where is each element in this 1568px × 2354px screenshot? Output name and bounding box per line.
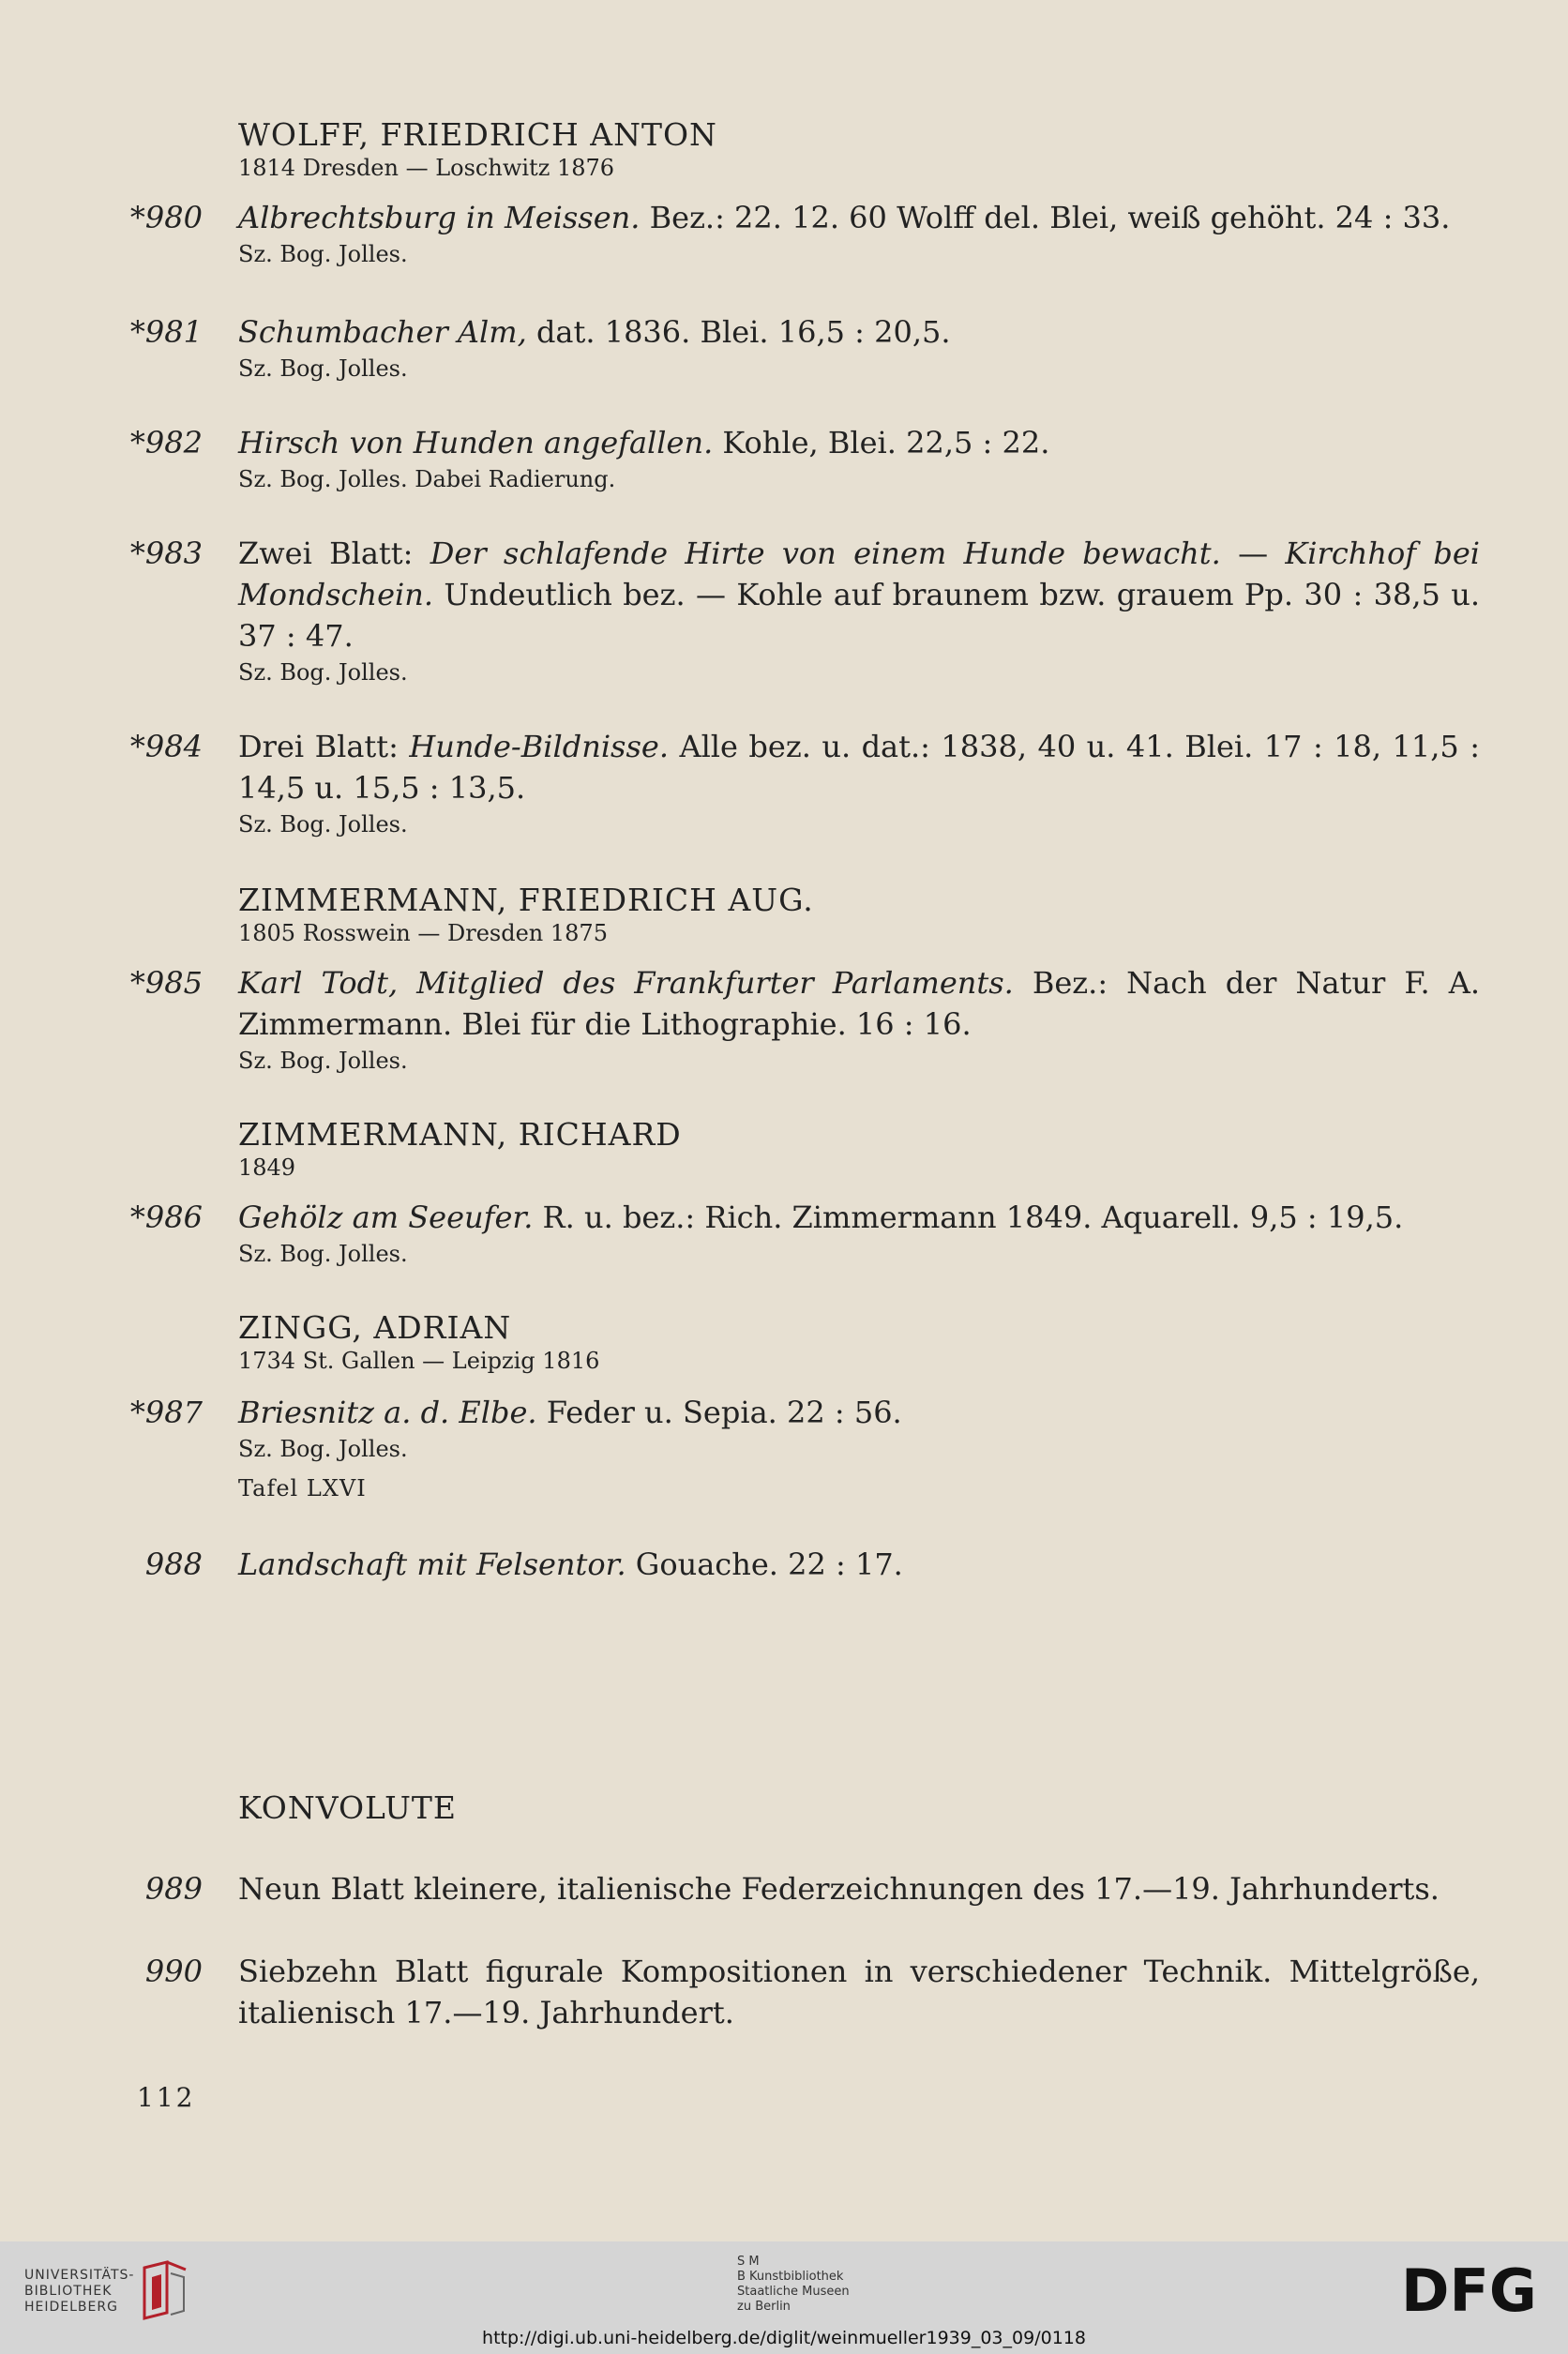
lot-number: *982 <box>129 425 203 460</box>
provenance: Sz. Bog. Jolles. <box>238 811 408 837</box>
lot-number: *980 <box>129 200 203 235</box>
artwork-details: Kohle, Blei. 22,5 : 22. <box>713 425 1050 460</box>
artwork-title: Der schlafende Hirte von einem Hunde bewacht. <box>430 536 1221 571</box>
library-logo-line: UNIVERSITÄTS- <box>24 2268 135 2283</box>
provenance: Sz. Bog. Jolles. <box>238 659 408 686</box>
artist-heading <box>238 1309 599 1375</box>
university-library-logo[interactable] <box>24 2268 134 2316</box>
lot-number: *986 <box>129 1200 203 1235</box>
artwork-title: Karl Todt, Mitglied des Frankfurter Parlaments. <box>238 965 1014 1001</box>
provenance: Sz. Bog. Jolles. <box>238 1436 408 1462</box>
artwork-details: Alle bez. u. dat.: 1838, 40 u. 41. Blei. 17 : 18, 11,5 : 14,5 u. 15,5 : 13,5. <box>238 729 1481 806</box>
dfg-logo-text: DFG <box>1401 2260 1537 2318</box>
artist-name: ZIMMERMANN, RICHARD <box>238 1116 682 1153</box>
library-logo-line: BIBLIOTHEK <box>24 2284 113 2299</box>
provenance: Sz. Bog. Jolles. Dabei Radierung. <box>238 466 616 492</box>
lot-number: 989 <box>144 1871 203 1907</box>
permalink-url[interactable]: http://digi.ub.uni-heidelberg.de/diglit/weinmueller1939_03_09/0118 <box>482 2328 1086 2348</box>
lot-number: 988 <box>144 1547 203 1582</box>
artwork-title: Briesnitz a. d. Elbe. <box>238 1395 537 1430</box>
lot-number: *987 <box>129 1395 203 1430</box>
artwork-title: Albrechtsburg in Meissen. <box>238 200 641 235</box>
lot-number: *983 <box>129 536 203 571</box>
lot-description <box>238 726 1480 840</box>
artwork-title: Landschaft mit Felsentor. <box>238 1547 626 1582</box>
lot-description <box>238 311 1480 385</box>
artwork-details: dat. 1836. Blei. 16,5 : 20,5. <box>526 314 951 350</box>
lot-description <box>238 1392 1480 1504</box>
digitization-footer <box>0 2241 1568 2354</box>
lot-number: *981 <box>129 314 203 350</box>
title-separator: — <box>1220 536 1286 571</box>
lot-description <box>238 962 1480 1077</box>
center-logo-line: Staatliche Museen <box>737 2285 850 2299</box>
artist-dates: 1814 Dresden — Loschwitz 1876 <box>238 155 615 181</box>
artist-name: WOLFF, FRIEDRICH ANTON <box>238 116 717 153</box>
provenance: Sz. Bog. Jolles. <box>238 355 408 382</box>
lot-number: *985 <box>129 965 203 1001</box>
dfg-logo-icon[interactable] <box>1401 2260 1544 2318</box>
provenance: Sz. Bog. Jolles. <box>238 1241 408 1267</box>
lot-number: *984 <box>129 729 203 764</box>
artwork-title-2: Kirchhof bei Mondschein. <box>238 536 1481 612</box>
artist-dates: 1805 Rosswein — Dresden 1875 <box>238 920 608 946</box>
page-number: 112 <box>137 2082 196 2113</box>
kunstbibliothek-logo[interactable] <box>737 2255 850 2315</box>
center-logo-line: zu Berlin <box>737 2300 791 2314</box>
artwork-details: Undeutlich bez. — Kohle auf braunem bzw. grauem Pp. 30 : 38,5 u. 37 : 47. <box>238 577 1480 654</box>
lot-number: 990 <box>144 1954 203 1989</box>
artist-name: ZIMMERMANN, FRIEDRICH AUG. <box>238 882 814 918</box>
library-emblem-icon <box>139 2260 191 2320</box>
section-heading: KONVOLUTE <box>238 1789 458 1826</box>
artwork-details: Feder u. Sepia. 22 : 56. <box>536 1395 902 1430</box>
artwork-title: Gehölz am Seeufer. <box>238 1200 534 1235</box>
provenance: Sz. Bog. Jolles. <box>238 241 408 267</box>
center-logo-line: S M <box>737 2255 760 2269</box>
lot-prefix: Zwei Blatt: <box>238 536 430 571</box>
library-logo-line: HEIDELBERG <box>24 2300 118 2315</box>
artwork-details: Gouache. 22 : 17. <box>626 1547 903 1582</box>
artist-dates: 1734 St. Gallen — Leipzig 1816 <box>238 1348 600 1374</box>
artist-dates: 1849 <box>238 1154 296 1181</box>
artist-heading <box>238 882 814 947</box>
artist-name: ZINGG, ADRIAN <box>238 1309 512 1346</box>
plate-reference: Tafel LXVI <box>238 1475 367 1501</box>
artwork-title: Schumbacher Alm, <box>238 314 527 350</box>
artist-heading <box>238 116 717 182</box>
artwork-title: Hirsch von Hunden angefallen. <box>238 425 714 460</box>
provenance: Sz. Bog. Jolles. <box>238 1048 408 1074</box>
lot-description <box>238 1197 1480 1270</box>
artwork-details: Bez.: Nach der Natur F. A. Zimmermann. Blei für die Lithographie. 16 : 16. <box>238 965 1481 1042</box>
artwork-details: R. u. bez.: Rich. Zimmermann 1849. Aquarell. 9,5 : 19,5. <box>533 1200 1404 1235</box>
lot-description <box>238 533 1480 688</box>
lot-description: Siebzehn Blatt figurale Kompositionen in verschiedener Technik. Mittelgröße, italienisch 17.—19. Jahrhundert. <box>238 1954 1480 2030</box>
artwork-title: Hunde-Bildnisse. <box>409 729 669 764</box>
center-logo-line: B Kunstbibliothek <box>737 2270 844 2284</box>
artist-heading <box>238 1116 682 1182</box>
lot-description <box>238 197 1480 270</box>
artwork-details: Bez.: 22. 12. 60 Wolff del. Blei, weiß gehöht. 24 : 33. <box>640 200 1451 235</box>
lot-description: Neun Blatt kleinere, italienische Federzeichnungen des 17.—19. Jahrhunderts. <box>238 1871 1440 1907</box>
lot-description <box>238 422 1480 495</box>
lot-prefix: Drei Blatt: <box>238 729 410 764</box>
lot-description <box>238 1544 1480 1585</box>
